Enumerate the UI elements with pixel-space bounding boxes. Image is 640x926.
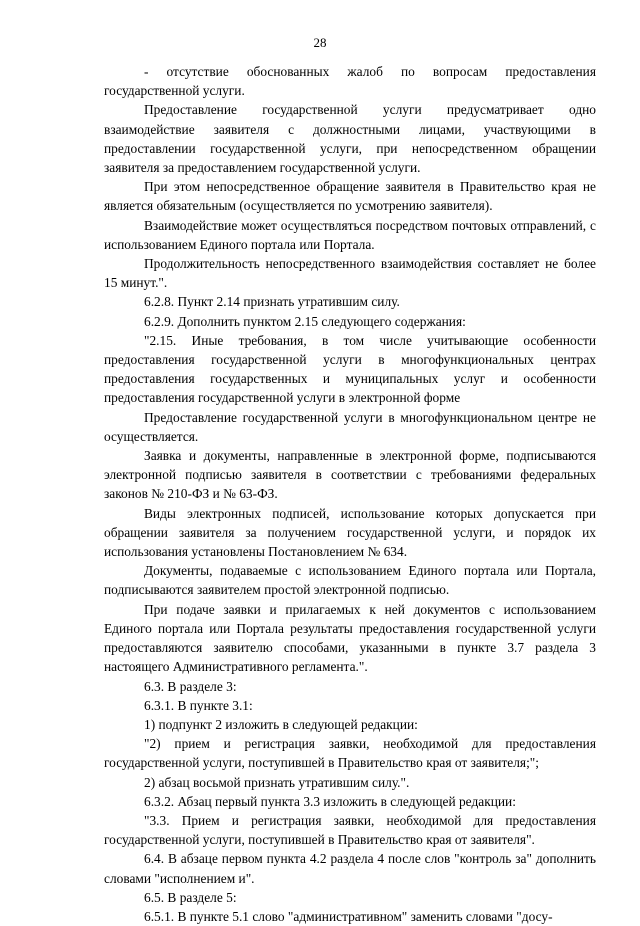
paragraph: Виды электронных подписей, использование которых допускается при обращении заявителя за получением государственной услуги, и порядок их использования установлены Постановлением № 634.	[104, 505, 596, 560]
paragraph: - отсутствие обоснованных жалоб по вопросам предоставления государственной услуги.	[104, 64, 596, 99]
paragraph: "2.15. Иные требования, в том числе учитывающие особенности предоставления государственной услуги в многофункциональных центрах предоставления государственных и муниципальных услуг и особенности предоставления государственной услуги в электронной форме	[104, 332, 596, 406]
paragraph: Заявка и документы, направленные в электронной форме, подписываются электронной подписью заявителя в соответствии с требованиями федеральных законов № 210-ФЗ и № 63-ФЗ.	[104, 448, 596, 502]
paragraph: При подаче заявки и прилагаемых к ней документов с использованием Единого портала или Портала результаты предоставления государственной услуги предоставляются заявителю способами, указанными в пункте 3.7 раздела 3 настоящего Административного регламента.".	[104, 601, 596, 675]
paragraph: 6.5.1. В пункте 5.1 слово "административном" заменить словами "досу-	[144, 908, 553, 924]
paragraph: Предоставление государственной услуги предусматривает одно взаимодействие заявителя с должностными лицами, участвующими в предоставлении государственной услуги, при непосредственном обращении заявителя за предоставлением государственной услуги.	[104, 102, 596, 176]
paragraph: 6.3.1. В пункте 3.1:	[144, 697, 253, 713]
paragraph: 2) абзац восьмой признать утратившим силу.".	[144, 774, 410, 790]
paragraph: При этом непосредственное обращение заявителя в Правительство края не является обязательным (осуществляется по усмотрению заявителя).	[104, 179, 596, 214]
paragraph: Документы, подаваемые с использованием Единого портала или Портала, подписываются заявителем простой электронной подписью.	[104, 563, 596, 598]
paragraph: 6.2.8. Пункт 2.14 признать утратившим силу.	[144, 294, 400, 310]
paragraph: 6.3. В разделе 3:	[144, 678, 237, 694]
paragraph: Предоставление государственной услуги в многофункциональном центре не осуществляется.	[104, 409, 596, 444]
paragraph: 6.4. В абзаце первом пункта 4.2 раздела 4 после слов "контроль за" дополнить словами "исполнением и".	[104, 851, 596, 886]
paragraph: "3.3. Прием и регистрация заявки, необходимой для предоставления государственной услуги, поступившей в Правительство края от заявителя".	[104, 812, 596, 848]
paragraph: 6.5. В разделе 5:	[144, 889, 237, 905]
paragraph: Взаимодействие может осуществляться посредством почтовых отправлений, с использованием Единого портала или Портала.	[104, 217, 596, 252]
paragraph: 1) подпункт 2 изложить в следующей редакции:	[144, 716, 418, 732]
paragraph: 6.3.2. Абзац первый пункта 3.3 изложить в следующей редакции:	[144, 793, 516, 809]
page-number: 28	[313, 35, 327, 50]
paragraph: "2) прием и регистрация заявки, необходимой для предоставления государственной услуги, поступившей в Правительство края от заявителя;";	[104, 736, 596, 771]
paragraph: Продолжительность непосредственного взаимодействия составляет не более 15 минут.".	[104, 256, 596, 291]
paragraph: 6.2.9. Дополнить пунктом 2.15 следующего содержания:	[144, 313, 466, 329]
page-body	[104, 62, 596, 926]
